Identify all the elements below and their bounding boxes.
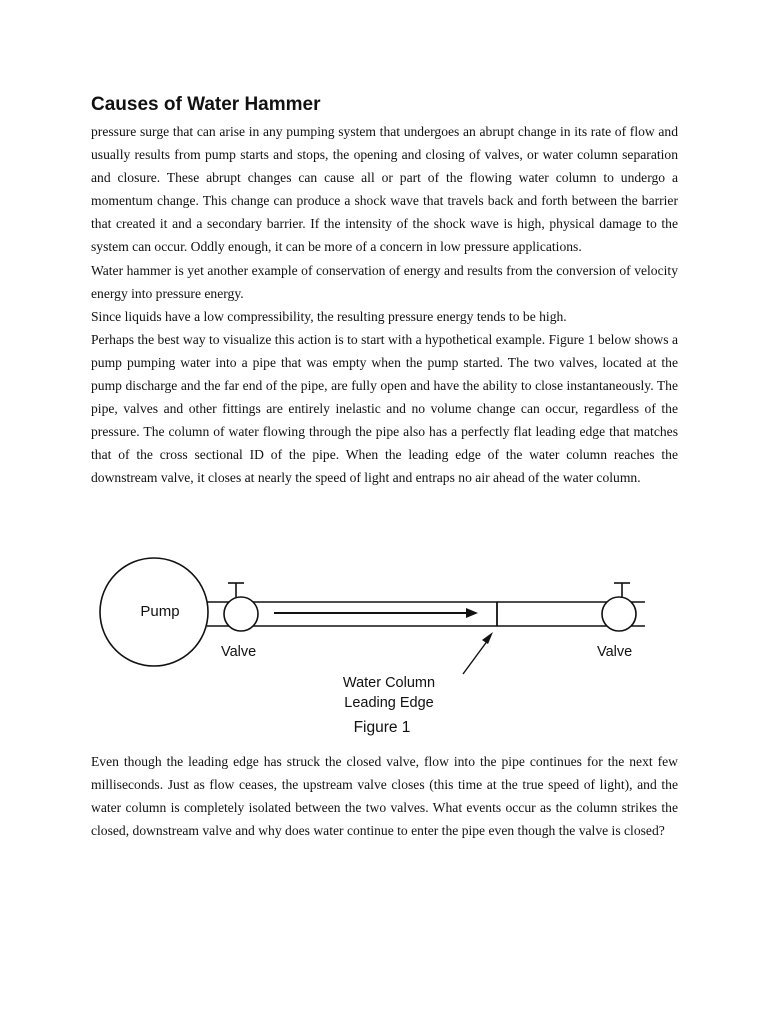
pump-label: Pump	[140, 603, 180, 620]
valve-right-label: Valve	[597, 644, 633, 660]
figure-1-diagram	[90, 548, 670, 748]
valve-left	[224, 583, 258, 631]
valve-right	[602, 583, 636, 631]
paragraph-conservation: Water hammer is yet another example of conservation of energy and results from the conversion of velocity energy into pressure energy.	[91, 262, 678, 301]
leading-edge-label-line2: Leading Edge	[344, 695, 434, 711]
paragraph-definition: pressure surge that can arise in any pumping system that undergoes an abrupt change in its rate of flow and usually results from pump starts and stops, the opening and closing of valves, or water column separation and closure. These abrupt changes can cause all or part of the flowing water column to undergo a momentum change. This change can produce a shock wave that travels back and forth between the barrier that created it and a secondary barrier. If the intensity of the shock wave is high, physical damage to the system can occur. Oddly enough, it can be more of a concern in low pressure applications.	[91, 124, 678, 255]
leading-edge-label-line1: Water Column	[342, 675, 436, 691]
page-title: Causes of Water Hammer	[91, 94, 321, 115]
followup-text	[91, 750, 678, 842]
paragraph-followup: Even though the leading edge has struck the closed valve, flow into the pipe continues for the next few milliseconds. Just as flow ceases, the upstream valve closes (this time at the true speed of light), and the water column is completely isolated between the two valves. What events occur as the column strikes the closed, downstream valve and why does water continue to enter the pipe even though the valve is closed?	[91, 754, 678, 839]
paragraph-compressibility: Since liquids have a low compressibility, the resulting pressure energy tends to be high.	[91, 308, 567, 324]
paragraph-hypothetical-example: Perhaps the best way to visualize this action is to start with a hypothetical example. Figure 1 below shows a pump pumping water into a pipe that was empty when the pump started. The two valves, located at the pump discharge and the far end of the pipe, are fully open and have the ability to close instantaneously. The pipe, valves and other fittings are entirely inelastic and no volume change can occur, regardless of the pressure. The column of water flowing through the pipe also has a perfectly flat leading edge that matches that of the cross sectional ID of the pipe. When the leading edge of the water column reaches the downstream valve, it closes at nearly the speed of light and entraps no air ahead of the water column.	[91, 331, 678, 486]
intro-text	[91, 120, 678, 490]
valve-left-label: Valve	[221, 644, 257, 660]
flow-direction-arrow	[274, 608, 478, 618]
figure-caption: Figure 1	[353, 719, 411, 736]
pump-pipe-diagram	[90, 548, 670, 748]
leading-edge-pointer-arrow	[463, 632, 493, 674]
